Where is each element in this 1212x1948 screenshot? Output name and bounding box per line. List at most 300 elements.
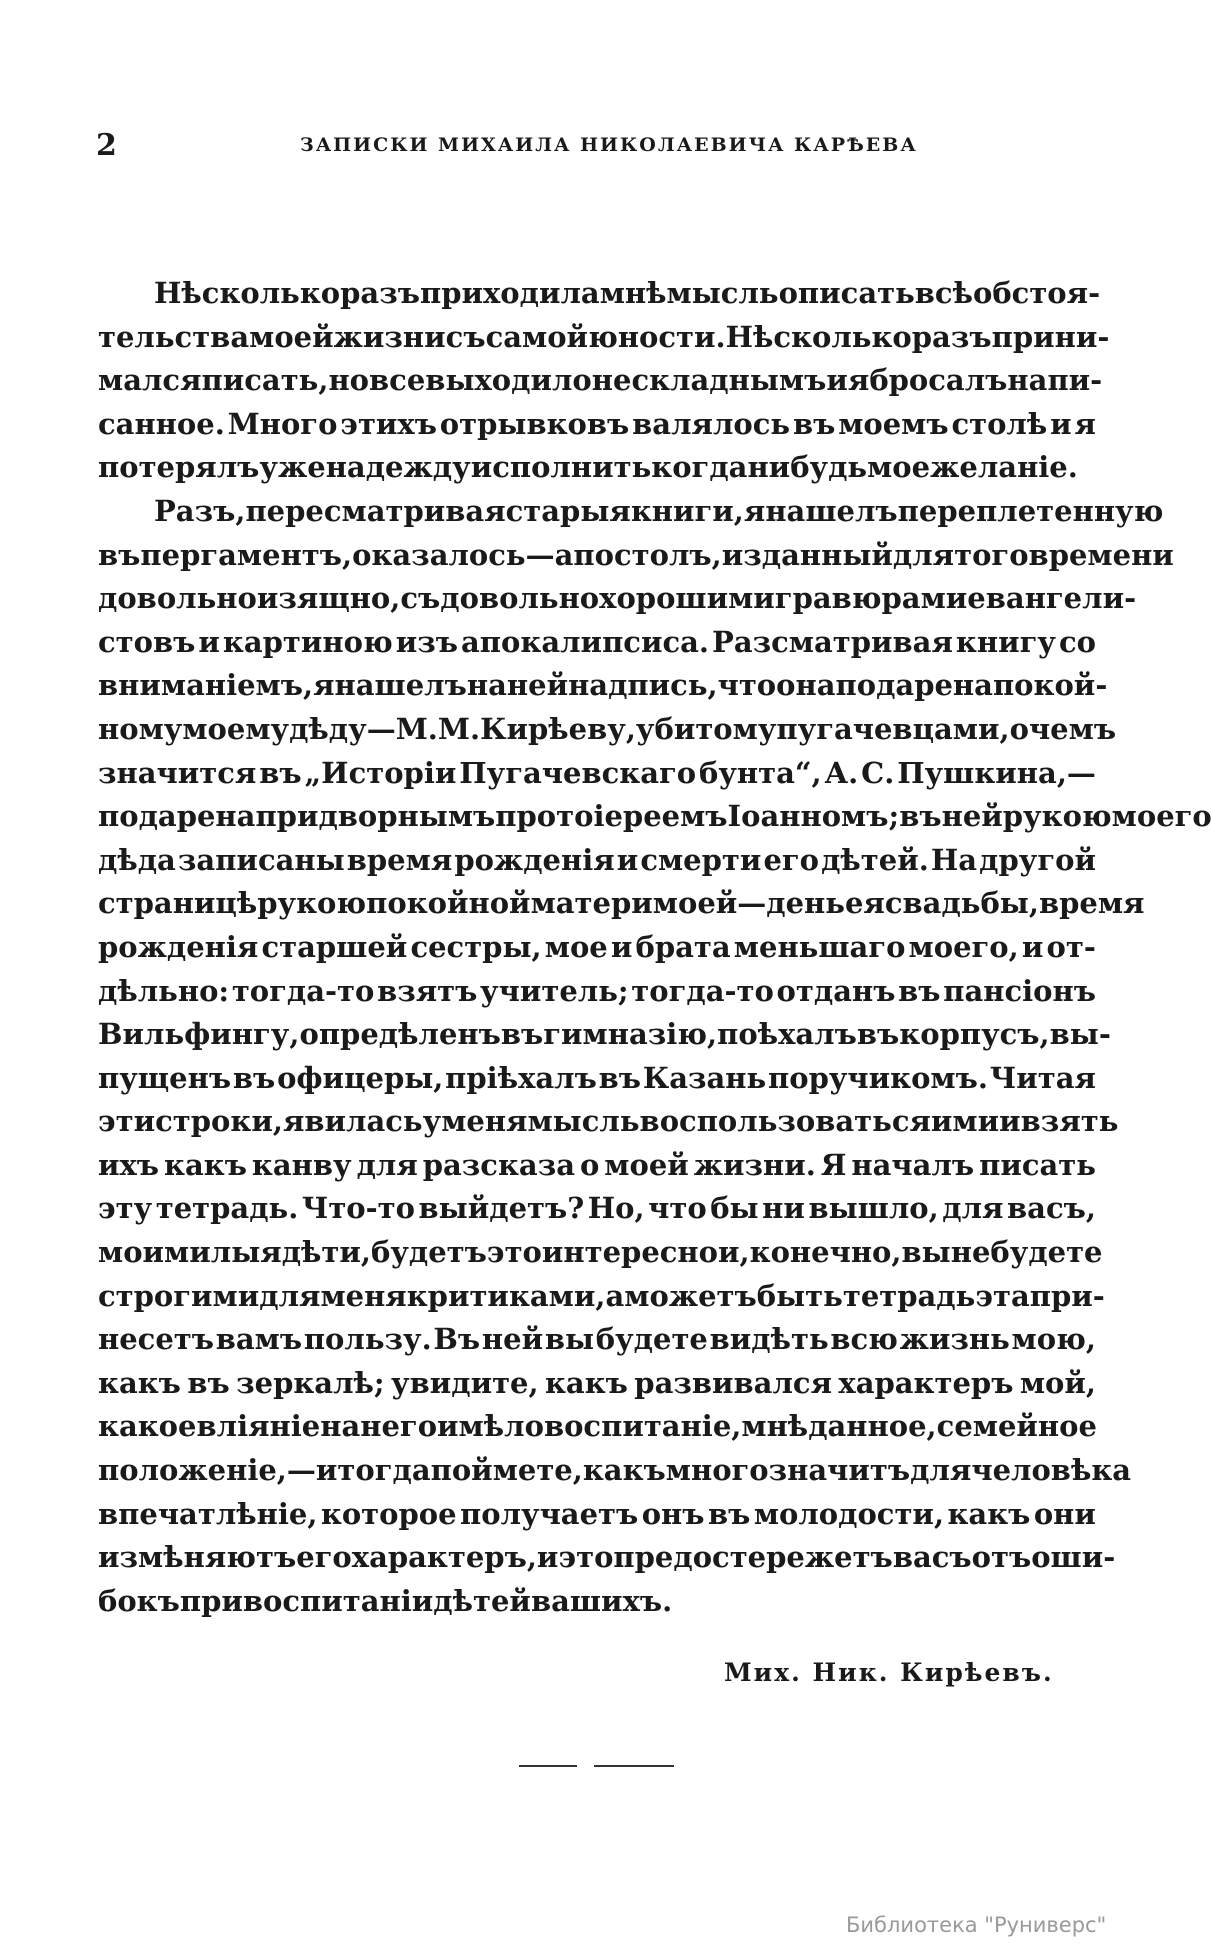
word: картиною [222,624,393,659]
word: пансіонъ [943,973,1096,1008]
word: пугачевцами, [776,711,1010,746]
word: отъ [971,1540,1032,1575]
word: Кирѣеву, [480,711,636,746]
word: бокъ [98,1583,180,1618]
word: писать [979,1147,1096,1182]
word: гимназію, [543,1017,718,1052]
word: На [930,842,978,877]
text-line [98,752,1096,796]
word: Нѣсколько [725,319,912,354]
word: санное. [98,406,225,441]
word: какое [98,1409,197,1444]
word: свадьбы, [884,886,1039,921]
word: мой, [1019,1365,1096,1400]
word: довольно [98,581,257,616]
word: А. [824,755,859,790]
word: воспитаніе, [543,1409,742,1444]
text-line [98,1144,1096,1188]
word: гравюрами [774,581,968,616]
word: и [616,842,639,877]
text-line [98,1057,1096,1101]
word: брата [635,929,731,964]
word: разъ [340,276,420,310]
word: отрывковъ [439,406,630,441]
word: будетъ [371,1235,487,1270]
word: вы [544,1322,595,1357]
text-line [98,1231,1103,1275]
text-line [98,1100,1119,1144]
word: напи- [1007,363,1103,398]
word: я [1074,406,1096,441]
word: всю [830,1322,898,1357]
word: изданный [721,537,893,572]
word: записаны [177,842,345,877]
word: изящно, [256,581,401,616]
word: для [356,1147,418,1182]
word: моей [249,319,334,354]
word: дѣтей [433,1583,531,1618]
word: ими [930,1104,1000,1139]
word: обстоя- [972,276,1101,310]
word: чемъ [1028,711,1117,746]
word: о [1009,711,1029,746]
word: въ [98,537,141,572]
word: и [826,363,848,398]
text-line [98,621,1096,665]
word: нескладнымъ [591,363,827,398]
word: бросалъ [869,363,1008,398]
word: не [950,1235,991,1270]
word: учитель; [480,973,629,1008]
word: имѣло [437,1409,544,1444]
word: тетрадь [842,1278,976,1313]
word: моей—день [652,886,845,921]
word: развивался [634,1365,833,1400]
word: канву [251,1147,352,1182]
word: Разсматривая [712,624,953,659]
word: все [369,363,426,398]
word: этихъ [340,406,437,441]
text-line [98,664,1108,708]
text-line [98,272,1101,316]
word: какъ [98,1365,181,1400]
word: и [536,1540,559,1575]
word: я [847,363,870,398]
text-line [98,708,1117,752]
word: вы- [1049,1017,1111,1052]
word: рукою [257,886,367,921]
word: разсказа [422,1147,575,1182]
word: интересно [541,1235,719,1270]
word: протоіереемъ [495,799,728,834]
text-line [98,1580,1096,1624]
word: „Исторіи [304,755,457,790]
word: дѣльно: [98,973,230,1008]
word: покойной [366,886,531,921]
word: страницѣ [98,886,258,921]
word: быть [756,1278,843,1313]
word: критиками, [406,1278,606,1313]
word: характеръ [838,1365,1014,1400]
text-line [98,446,1096,490]
word: оши- [1031,1540,1116,1575]
word: мнѣ [599,276,667,310]
body-text [98,272,1212,1623]
text-line [98,1405,1096,1449]
word: взятъ [377,973,478,1008]
word: пользу. [303,1322,432,1357]
word: оказалось—апостолъ, [352,537,722,572]
word: мысль [666,276,779,310]
word: него [360,1409,438,1444]
word: валялось [632,406,791,441]
word: выходило [425,363,592,398]
word: мои [98,1235,165,1270]
text-line [98,316,1110,360]
word: нашелъ [334,668,467,703]
word: въ [500,1017,544,1052]
word: уже [259,450,326,485]
word: конечно, [749,1235,902,1270]
closing-rule-right [594,1765,674,1767]
word: от- [1046,929,1096,964]
word: переплетенную [897,493,1164,528]
word: мою, [1011,1322,1096,1357]
word: приходила [419,276,600,310]
word: надежду [325,450,471,485]
word: на [466,668,507,703]
word: видѣть [709,1322,829,1357]
word: я [743,493,766,528]
word: въ [187,1365,230,1400]
word: время [1038,886,1145,921]
word: я [313,668,335,703]
word: при- [1029,1278,1105,1313]
word: книгу [955,624,1056,659]
word: старшей [261,929,408,964]
word: въ [856,1017,900,1052]
page-number: 2 [96,128,117,163]
text-line [98,839,1096,883]
word: милыя [164,1235,282,1270]
word: вашихъ. [530,1583,673,1618]
word: мысль [527,1104,640,1139]
word: увидите, [391,1365,539,1400]
word: ни [762,1191,805,1226]
word: Пушкина,— [897,755,1096,790]
text-line [98,1187,1096,1231]
word: можетъ [624,1278,757,1313]
text-line [98,1318,1096,1362]
word: Читая [989,1060,1096,1095]
word: въ [259,755,302,790]
word: вышло, [808,1191,939,1226]
word: съ [400,581,441,616]
word: Вильфингу, [98,1017,300,1052]
text-line [98,882,1145,926]
word: мнѣ [741,1409,809,1444]
word: и [610,929,633,964]
word: писать, [201,363,329,398]
word: въ [899,799,942,834]
word: всѣ [914,276,973,310]
word: евангели- [967,581,1137,616]
word: эти [98,1104,156,1139]
word: Пугачевскаго [459,755,697,790]
word: рожденія [454,842,615,877]
word: ному [98,711,183,746]
word: меня [441,1104,528,1139]
text-line [98,403,1096,447]
word: рожденія [98,929,259,964]
word: прини- [991,319,1110,354]
word: тетрадь. [155,1191,299,1226]
word: хорошими [599,581,775,616]
word: апокалипсиса. [461,624,710,659]
word: воспользоваться [639,1104,931,1139]
word: опредѣленъ [299,1017,501,1052]
word: взять [1020,1104,1119,1139]
word: дѣти, [281,1235,371,1270]
word: семейное [936,1409,1097,1444]
word: поѣхалъ [717,1017,857,1052]
word: какъ [582,1453,666,1488]
word: меня [320,1278,407,1313]
word: впечатлѣніе, [98,1496,318,1531]
text-line [98,926,1096,970]
word: какъ [164,1147,247,1182]
text-line [98,534,1174,578]
word: придворнымъ [255,799,496,834]
word: моемъ [838,406,949,441]
word: въ [792,406,836,441]
word: для [892,537,955,572]
word: для [910,1453,972,1488]
word: какъ [544,1365,628,1400]
word: но [328,363,370,398]
word: будете [990,1235,1103,1270]
word: того [954,537,1029,572]
word: Разъ, [154,493,246,528]
word: нашелъ [765,493,898,528]
text-line [98,1449,1132,1493]
word: юности. [588,319,726,354]
word: и [1050,406,1072,441]
word: подарена [835,668,993,703]
word: желаніе. [930,450,1078,485]
word: надпись, [568,668,718,703]
word: другой [979,842,1096,877]
word: бунта“, [698,755,822,790]
word: времени [1028,537,1174,572]
word: моей [604,1147,689,1182]
word: а [605,1278,625,1313]
text-line [98,1275,1105,1319]
word: молодости, [753,1496,945,1531]
word: ея [844,886,885,921]
text-line [98,970,1096,1014]
word: Нѣсколько [154,276,341,310]
word: жизнь [899,1322,1010,1357]
word: мался [98,363,202,398]
word: для [259,1278,321,1313]
word: моего [1111,799,1212,834]
word: жизни. [693,1147,816,1182]
word: вниманіемъ, [98,668,314,703]
word: тогда-то [631,973,774,1008]
text-line [98,1362,1096,1406]
word: несетъ [98,1322,214,1357]
word: матери [530,886,653,921]
word: поймете, [430,1453,583,1488]
word: Что-то [301,1191,415,1226]
word: пущенъ [98,1060,232,1095]
closing-rule-left [519,1765,577,1767]
word: въ [598,1060,642,1095]
word: пріѣхалъ [445,1060,597,1095]
word: значитъ [768,1453,911,1488]
word: Казань [642,1060,767,1095]
word: строки, [155,1104,283,1139]
word: когда [651,450,748,485]
word: она [776,668,836,703]
text-line [98,1493,1096,1537]
word: характеръ, [351,1540,537,1575]
word: вамъ [215,1322,303,1357]
word: офицеры, [277,1060,444,1095]
word: нибудь [747,450,868,485]
word: ней [941,799,1003,834]
word: моему [182,711,290,746]
word: въ [898,973,941,1008]
word: отданъ [776,973,896,1008]
word: исполнить [470,450,652,485]
word: пересматривая [245,493,506,528]
word: значится [98,755,257,790]
word: и [198,624,220,659]
word: эта [975,1278,1030,1313]
word: тогда [337,1453,431,1488]
word: убитому [635,711,777,746]
word: о [579,1147,600,1182]
word: эту [98,1191,153,1226]
word: получаетъ [460,1496,639,1531]
word: явилась [282,1104,423,1139]
word: строгими [98,1278,260,1313]
word: моего, [908,929,1019,964]
word: мое [544,929,608,964]
word: у [422,1104,442,1139]
word: разъ [911,319,992,354]
word: пергаментъ, [140,537,353,572]
word: которое [320,1496,457,1531]
word: васъ, [1007,1191,1096,1226]
word: это [486,1235,542,1270]
signature: Мих. Ник. Кирѣевъ. [724,1658,1054,1687]
word: тогда-то [231,973,375,1008]
word: его [296,1540,352,1575]
word: мое [867,450,931,485]
library-watermark: Библиотека "Руниверс" [846,1913,1107,1937]
word: на [320,1409,361,1444]
word: дѣду—М. [289,711,438,746]
word: меньшаго [733,929,906,964]
word: довольно [440,581,600,616]
word: началъ [851,1147,975,1182]
word: М. [437,711,481,746]
word: его [763,842,820,877]
word: при [179,1583,243,1618]
word: С. [861,755,895,790]
word: рукою [1002,799,1112,834]
word: будете [595,1322,708,1357]
word: вліяніе [196,1409,321,1444]
text-line [98,795,1212,839]
word: они [1033,1496,1096,1531]
word: Іоанномъ; [727,799,900,834]
word: покой- [992,668,1108,703]
word: старыя [505,493,631,528]
word: потерялъ [98,450,260,485]
word: книги, [630,493,744,528]
text-line [98,577,1137,621]
word: Много [227,406,338,441]
word: жизни [333,319,446,354]
word: смерти [640,842,762,877]
word: бы [710,1191,759,1226]
text-line [98,359,1103,403]
word: что [717,668,777,703]
word: васъ [892,1540,972,1575]
word: съ [445,319,486,354]
word: онъ [641,1496,705,1531]
word: дѣтей. [821,842,929,877]
word: Я [820,1147,847,1182]
word: данное, [808,1409,937,1444]
word: много [665,1453,769,1488]
word: изъ [395,624,458,659]
word: тельства [98,319,250,354]
word: положеніе,—и [98,1453,338,1488]
word: измѣняютъ [98,1540,297,1575]
text-line [98,490,1164,534]
text-line [98,1536,1116,1580]
word: въ [707,1496,751,1531]
word: корпусъ, [899,1017,1050,1052]
word: со [1058,624,1096,659]
word: выйдетъ? [418,1191,585,1226]
text-line [98,1013,1111,1057]
word: самой [485,319,589,354]
word: Въ [433,1322,481,1357]
word: столѣ [951,406,1048,441]
running-title: ЗАПИСКИ МИХАИЛА НИКОЛАЕВИЧА КАРѢЕВА [300,134,918,156]
word: описать [778,276,915,310]
word: стовъ [98,624,196,659]
word: это [558,1540,614,1575]
word: какъ [947,1496,1031,1531]
word: сестры, [410,929,542,964]
word: воспитаніи [242,1583,434,1618]
word: въ [232,1060,276,1095]
word: поручикомъ. [768,1060,988,1095]
word: и, [718,1235,750,1270]
word: зеркалѣ; [236,1365,385,1400]
word: ихъ [98,1147,160,1182]
word: и [999,1104,1021,1139]
word: дѣда [98,842,176,877]
word: вы [901,1235,951,1270]
